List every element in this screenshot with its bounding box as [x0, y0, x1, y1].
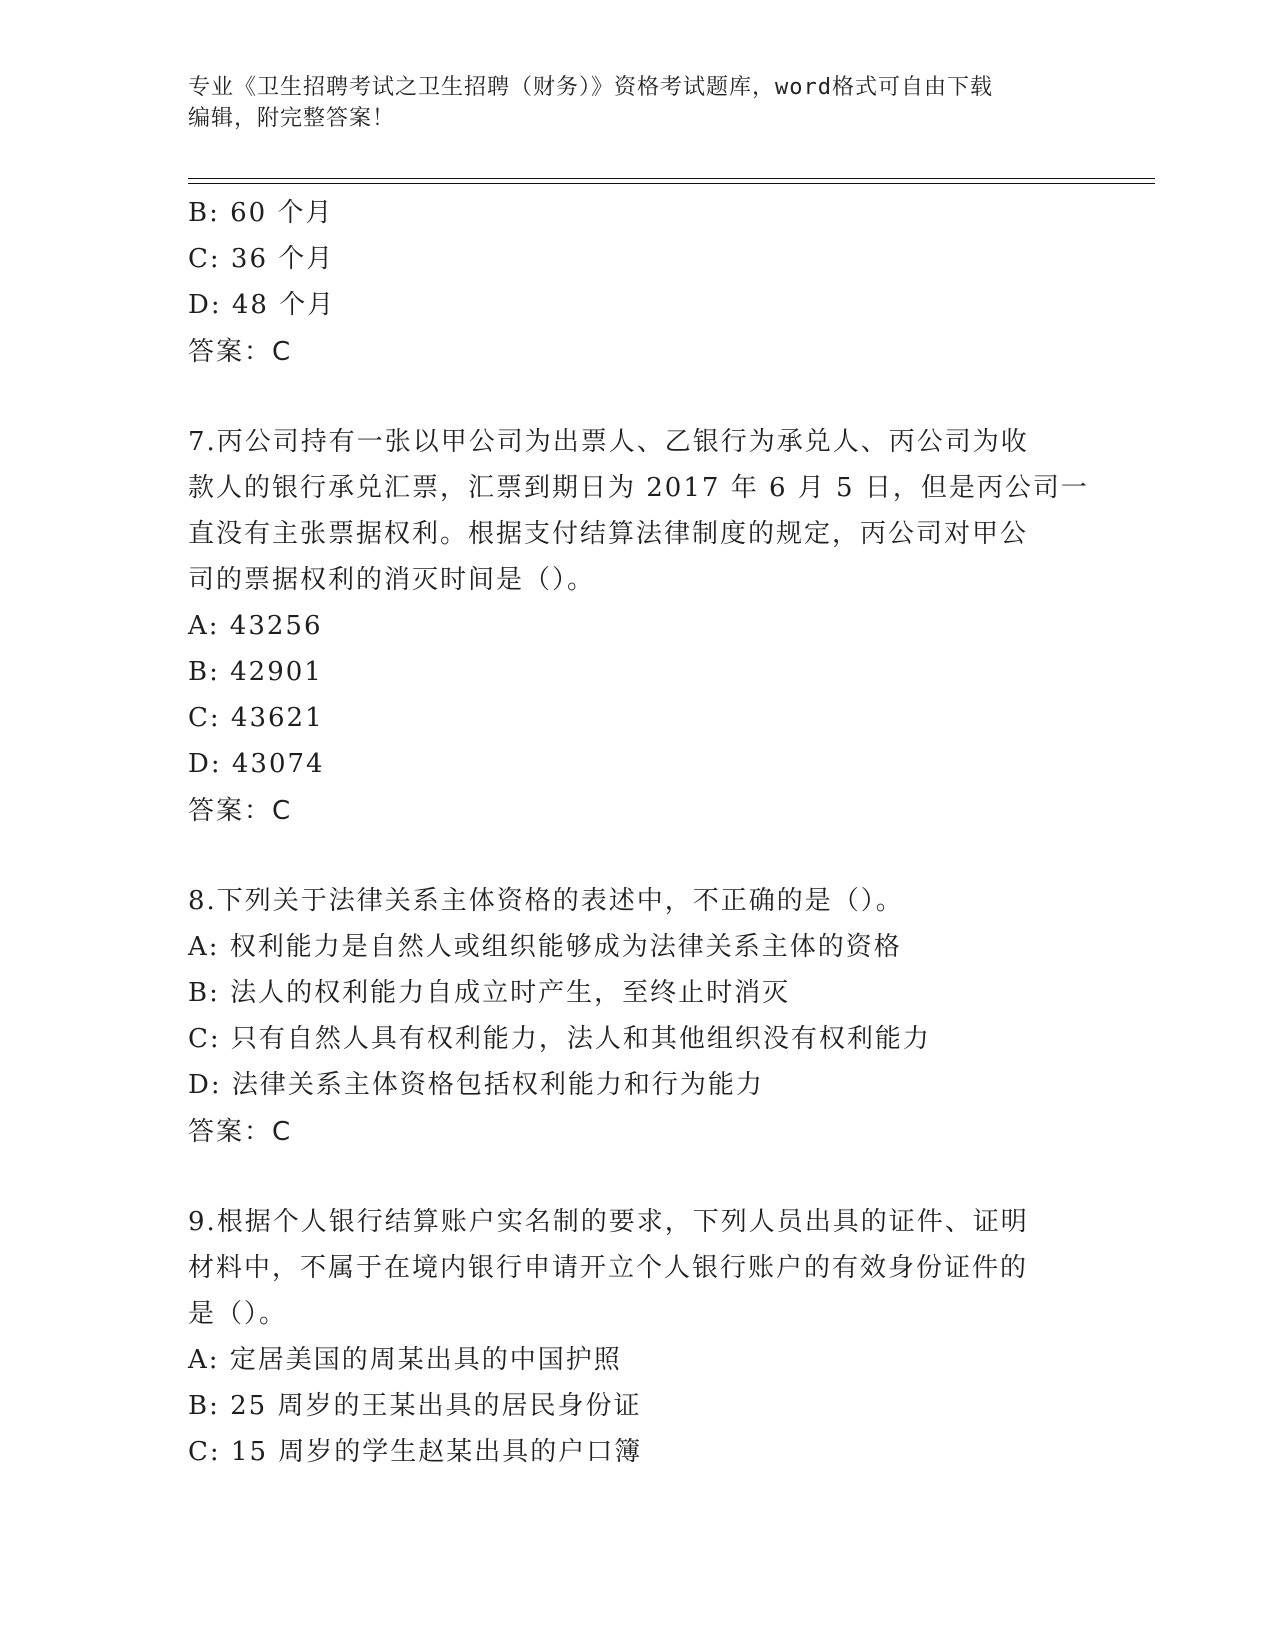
question-text-line: 款人的银行承兑汇票，汇票到期日为 2017 年 6 月 5 日，但是丙公司一 — [188, 473, 1089, 503]
option-b: B: 25 周岁的王某出具的居民身份证 — [188, 1391, 642, 1421]
option-b: B: 60 个月 — [188, 198, 334, 228]
option-d: D: 48 个月 — [188, 290, 336, 320]
question-text-line: 7.丙公司持有一张以甲公司为出票人、乙银行为承兑人、丙公司为收 — [188, 427, 1029, 457]
spacer — [188, 835, 1088, 878]
option-c: C: 43621 — [188, 703, 324, 733]
question-list — [188, 190, 1088, 1475]
option-c: C: 只有自然人具有权利能力，法人和其他组织没有权利能力 — [188, 1024, 931, 1054]
option-a: A: 权利能力是自然人或组织能够成为法律关系主体的资格 — [188, 932, 902, 962]
option-a: A: 43256 — [188, 611, 323, 641]
question-text-line: 司的票据权利的消灭时间是（）。 — [188, 565, 596, 595]
option-c: C: 15 周岁的学生赵某出具的户口簿 — [188, 1437, 643, 1467]
question-text-line: 是（）。 — [188, 1299, 288, 1329]
option-b: B: 42901 — [188, 657, 323, 687]
option-d: D: 法律关系主体资格包括权利能力和行为能力 — [188, 1070, 764, 1100]
option-c: C: 36 个月 — [188, 244, 335, 274]
answer-line: 答案：C — [188, 337, 293, 367]
question-6-fragment — [188, 190, 1088, 376]
answer-line: 答案：C — [188, 796, 293, 826]
spacer — [188, 376, 1088, 419]
option-b: B: 法人的权利能力自成立时产生，至终止时消灭 — [188, 978, 791, 1008]
header-line-1: 专业《卫生招聘考试之卫生招聘（财务）》资格考试题库，word格式可自由下载 — [188, 75, 993, 100]
question-text-line: 9.根据个人银行结算账户实名制的要求，下列人员出具的证件、证明 — [188, 1207, 1029, 1237]
question-8 — [188, 878, 1088, 1156]
question-text-line: 材料中，不属于在境内银行申请开立个人银行账户的有效身份证件的 — [188, 1253, 1029, 1283]
question-7 — [188, 419, 1088, 835]
spacer — [188, 1156, 1088, 1199]
question-text-line: 8.下列关于法律关系主体资格的表述中，不正确的是（）。 — [188, 886, 904, 916]
option-d: D: 43074 — [188, 749, 325, 779]
header-divider-top — [188, 178, 1155, 179]
header-line-2: 编辑，附完整答案！ — [188, 106, 396, 131]
answer-line: 答案：C — [188, 1117, 293, 1147]
question-text-line: 直没有主张票据权利。根据支付结算法律制度的规定，丙公司对甲公 — [188, 519, 1029, 549]
header-divider-bottom — [188, 183, 1155, 184]
document-header — [188, 72, 1068, 134]
option-a: A: 定居美国的周某出具的中国护照 — [188, 1345, 622, 1375]
question-9 — [188, 1199, 1088, 1475]
